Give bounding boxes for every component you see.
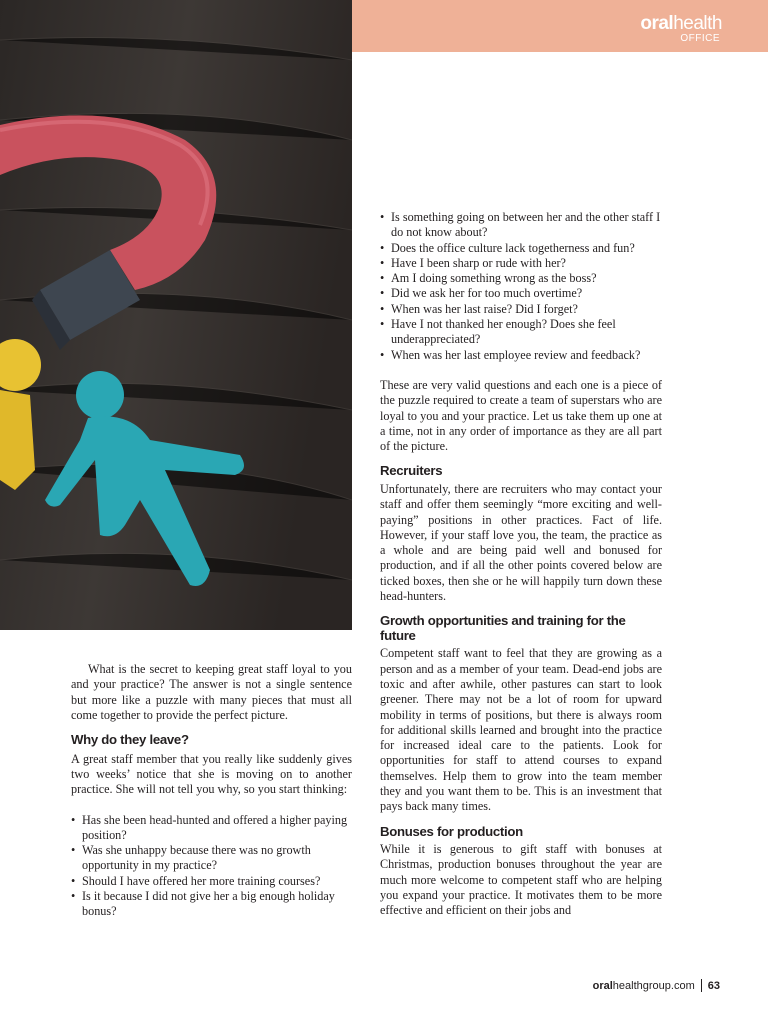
hero-photo <box>0 0 352 630</box>
brand-sub: OFFICE <box>680 33 720 44</box>
questions-paragraph: These are very valid questions and each one is a piece of the puzzle required to create a team of superstars who are loyal to you and your practice. Let us take them up one at a time, not in any order of importance as they are all part of the picture. <box>380 377 662 454</box>
page-number: 63 <box>707 979 720 992</box>
footer-site <box>593 980 695 992</box>
list-item: • Is something going on between her and the other staff I do not know about? <box>380 210 662 241</box>
list-item: • When was her last raise? Did I forget? <box>380 302 662 317</box>
page-footer <box>593 979 720 992</box>
list-item: • Am I doing something wrong as the boss? <box>380 271 662 286</box>
list-item: • Was she unhappy because there was no growth opportunity in my practice? <box>71 843 352 874</box>
header-banner <box>352 0 768 52</box>
right-bullet-list <box>380 210 662 363</box>
list-item: • Is it because I did not give her a big enough holiday bonus? <box>71 889 352 920</box>
list-item: • Did we ask her for too much overtime? <box>380 286 662 301</box>
left-bullet-list <box>71 813 352 920</box>
list-item: • When was her last employee review and feedback? <box>380 348 662 363</box>
left-column <box>71 662 352 920</box>
why-leave-paragraph: A great staff member that you really like suddenly gives two weeks’ notice that she is moving on to another practice. She will not tell you why, so you start thinking: <box>71 751 352 797</box>
footer-site-bold: oral <box>592 979 613 992</box>
heading-growth: Growth opportunities and training for the future <box>380 613 626 643</box>
recruiters-paragraph: Unfortunately, there are recruiters who may contact your staff and offer them seemingly “more exciting and well-paying” positions in other practices. Fact of life. However, if your staff love you, the team, the practice as a whole and are being paid well and bonused for production, and if all the other points covered below are ticked boxes, then she or he will happily turn down these head-hunters. <box>380 481 662 604</box>
photo-illustration <box>0 0 352 630</box>
bonuses-paragraph: While it is generous to gift staff with bonuses at Christmas, production bonuses throughout the year are much more welcome to competent staff who are helping you expand your practice. It motivates them to be more effective and efficient on their jobs and <box>380 842 662 918</box>
growth-paragraph: Competent staff want to feel that they are growing as a person and as a member of your team. Dead-end jobs are toxic and after awhile, other pastures can start to look greener. There may not be a lot of room for upward mobility in terms of positions, but there is always room for additional skills learned and brought into the practice for increased ideal care to the patients. Look for opportunities for staff to attend courses to expand themselves. Help them to grow into the team member they and you want them to be. This is an investment that pays back many times. <box>380 646 662 814</box>
footer-divider <box>701 979 702 992</box>
heading-recruiters: Recruiters <box>380 463 443 479</box>
intro-paragraph: What is the secret to keeping great staff loyal to you and your practice? The answer is not a single sentence but more like a puzzle with many pieces that must all come together to provide the perfect picture. <box>71 662 352 722</box>
heading-bonuses: Bonuses for production <box>380 823 523 839</box>
brand-bold: oral <box>640 13 674 34</box>
list-item: • Should I have offered her more training courses? <box>71 874 352 889</box>
brand-logo <box>640 14 722 44</box>
brand-light: health <box>673 13 722 34</box>
list-item: • Does the office culture lack togetherness and fun? <box>380 241 662 256</box>
list-item: • Have I been sharp or rude with her? <box>380 256 662 271</box>
right-column <box>380 210 662 919</box>
footer-site-rest: healthgroup.com <box>612 979 695 992</box>
list-item: • Have I not thanked her enough? Does she feel underappreciated? <box>380 317 662 348</box>
list-item: • Has she been head-hunted and offered a higher paying position? <box>71 813 352 844</box>
heading-why-leave: Why do they leave? <box>71 732 189 748</box>
